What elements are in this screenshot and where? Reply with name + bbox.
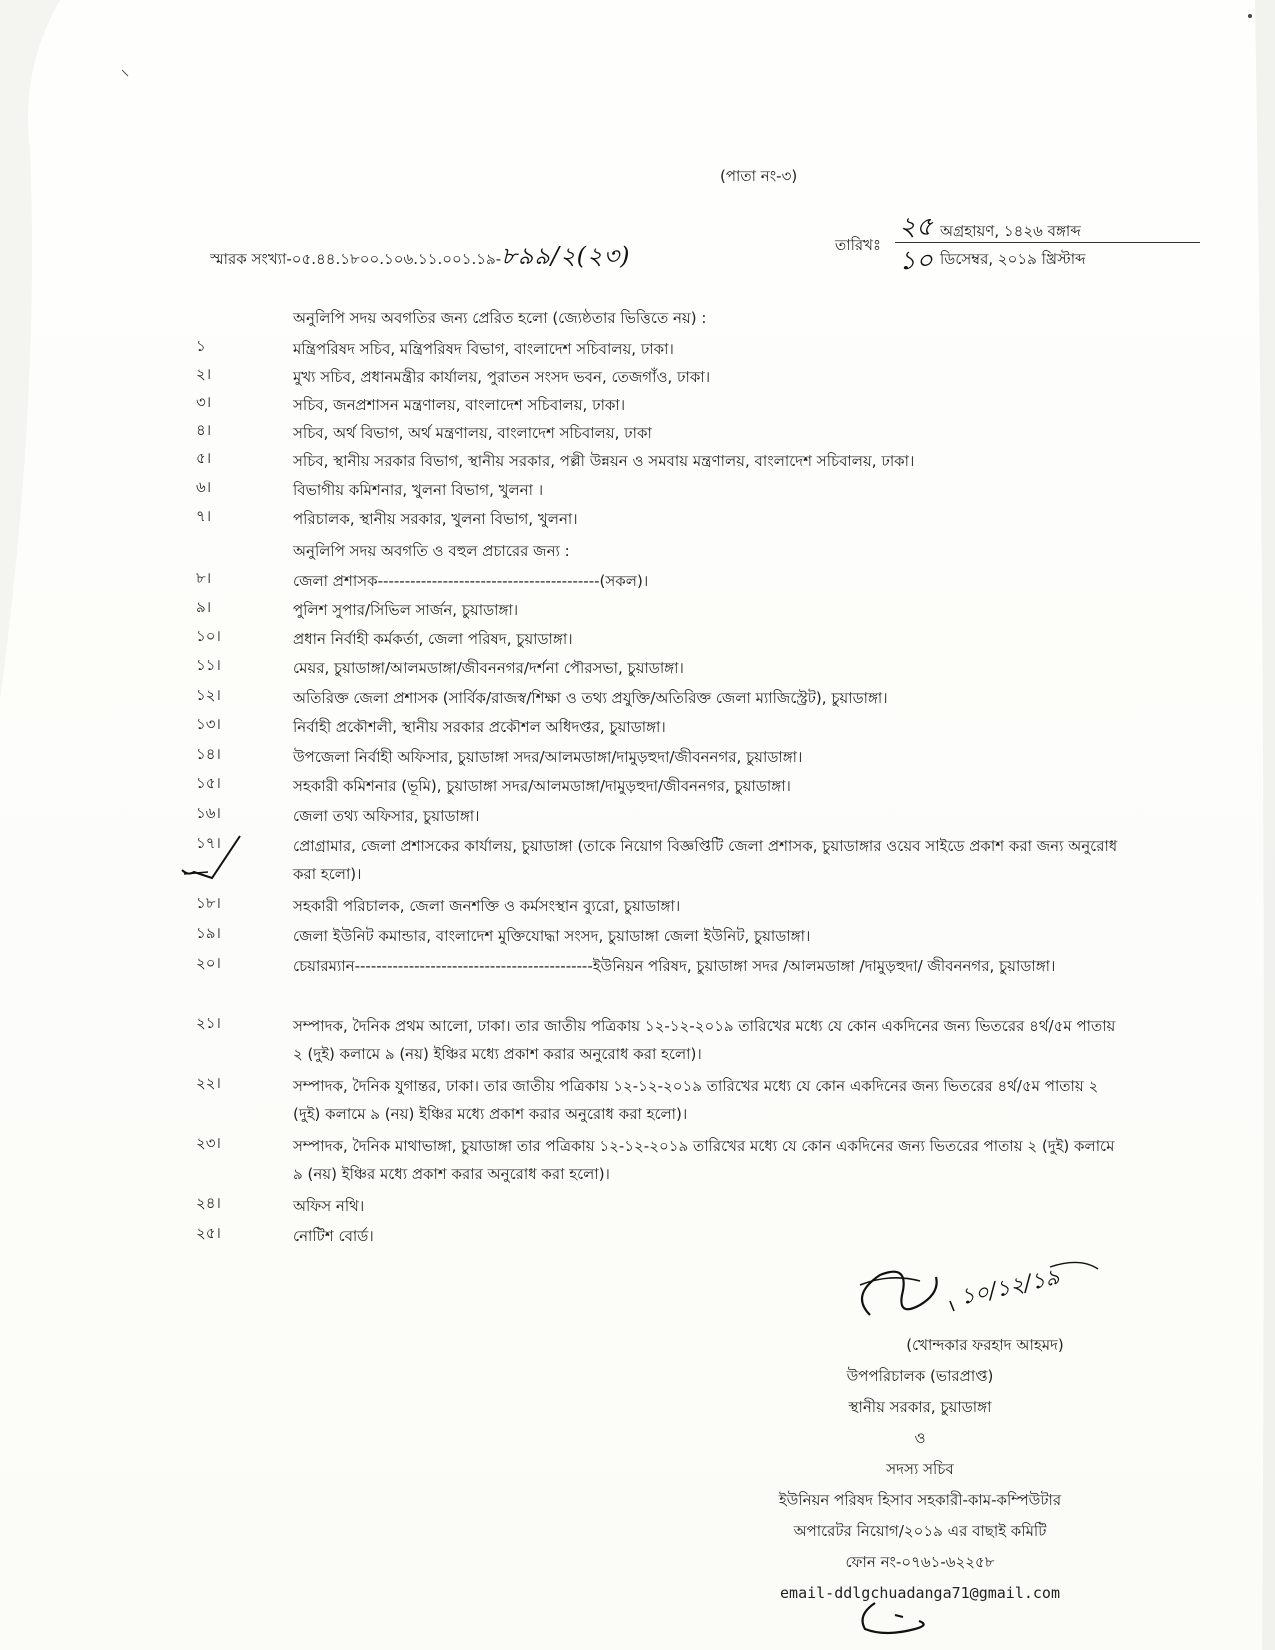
item-text: পুলিশ সুপার/সিভিল সার্জন, চুয়াডাঙ্গা। — [293, 601, 519, 619]
item-number: ৮। — [196, 569, 212, 587]
item-text: প্রোগ্রামার, জেলা প্রশাসকের কার্যালয়, চুয়াডাঙ্গা (তাকে নিয়োগ বিজ্ঞপ্তিটি জেলা প্রশাসক, চুয়াডাঙ্গার ওয়েব সাইডে প্রকাশ করা জন্য অনুরোধ করা হলো)। — [293, 837, 1118, 883]
item-text: পরিচালক, স্থানীয় সরকার, খুলনা বিভাগ, খুলনা। — [293, 510, 578, 528]
conjunction: ও — [914, 1429, 926, 1447]
item-text: জেলা ইউনিট কমান্ডার, বাংলাদেশ মুক্তিযোদ্ধা সংসদ, চুয়াডাঙ্গা জেলা ইউনিট, চুয়াডাঙ্গা। — [293, 927, 811, 945]
item-text: মুখ্য সচিব, প্রধানমন্ত্রীর কার্যালয়, পুরাতন সংসদ ভবন, তেজগাঁও, ঢাকা। — [293, 368, 711, 386]
section-two-title: অনুলিপি সদয় অবগতি ও বহুল প্রচারের জন্য : — [293, 542, 570, 560]
email-address: email-ddlgchuadanga71@gmail.com — [780, 1584, 1060, 1602]
item-text: জেলা প্রশাসক-----------------------------------------(সকল)। — [293, 572, 649, 590]
item-number: ২২। — [196, 1074, 221, 1092]
item-number: ৫। — [196, 449, 212, 467]
item-text: জেলা তথ্য অফিসার, চুয়াডাঙ্গা। — [293, 807, 480, 825]
item-text: সম্পাদক, দৈনিক মাথাভাঙ্গা, চুয়াডাঙ্গা তার পত্রিকায় ১২-১২-২০১৯ তারিখের মধ্যে যে কোন একদিনের জন্য ভিতরের পাতায় ২ (দুই) কলামে ৯ (নয়) ইঞ্চির মধ্যে প্রকাশ করার অনুরোধ করা হলো)। — [293, 1137, 1115, 1183]
date-label: তারিখঃ — [835, 236, 881, 254]
signatory-designation: উপপরিচালক (ভারপ্রাপ্ত) — [846, 1367, 994, 1385]
item-text: সহকারী পরিচালক, জেলা জনশক্তি ও কর্মসংস্থান ব্যুরো, চুয়াডাঙ্গা। — [293, 897, 681, 915]
item-number: ১০। — [196, 627, 221, 645]
page-number: (পাতা নং-৩) — [720, 167, 798, 185]
signatory-role: সদস্য সচিব — [886, 1460, 954, 1478]
item-number: ২০। — [196, 954, 221, 972]
committee-line-2: অপারেটর নিয়োগ/২০১৯ এর বাছাই কমিটি — [793, 1522, 1047, 1540]
memo-number — [210, 238, 631, 278]
item-text: সম্পাদক, দৈনিক যুগান্তর, ঢাকা। তার জাতীয় পত্রিকায় ১২-১২-২০১৯ তারিখের মধ্যে যে কোন একদিনের জন্য ভিতরের ৪র্থ/৫ম পাতায় ২ (দুই) কলামে ৯ (নয়) ইঞ্চির মধ্যে প্রকাশ করার অনুরোধ করা হলো)। — [293, 1077, 1099, 1123]
item-number: ১৩। — [196, 715, 221, 733]
committee-line-1: ইউনিয়ন পরিষদ হিসাব সহকারী-কাম-কম্পিউটার — [778, 1491, 1062, 1509]
initials-icon — [855, 1595, 965, 1640]
item-number: ২১। — [196, 1014, 221, 1032]
item-text: বিভাগীয় কমিশনার, খুলনা বিভাগ, খুলনা । — [293, 481, 544, 499]
signoff-block — [700, 1330, 1140, 1609]
date-english: ডিসেম্বর, ২০১৯ খ্রিস্টাব্দ — [940, 250, 1086, 268]
item-number: ১৯। — [196, 924, 221, 942]
date-bangla: অগ্রহায়ণ, ১৪২৬ বঙ্গাব্দ — [940, 222, 1081, 240]
signatory-name: (খোন্দকার ফরহাদ আহমদ) — [906, 1336, 1064, 1354]
memo-label: স্মারক সংখ্যা-০৫.৪৪.১৮০০.১০৬.১১.০০১.১৯- — [210, 250, 502, 268]
item-number: ১ — [196, 337, 206, 355]
item-number: ১৮। — [196, 894, 221, 912]
item-number: ৪। — [196, 421, 212, 439]
date-bangla-day-handwritten: ২৫ — [899, 212, 933, 242]
item-text: সচিব, অর্থ বিভাগ, অর্থ মন্ত্রণালয়, বাংলাদেশ সচিবালয়, ঢাকা — [293, 424, 652, 442]
item-text: চেয়ারম্যান--------------------------------------------ইউনিয়ন পরিষদ, চুয়াডাঙ্গা সদর /আলমডাঙ্গা /দামুড়হুদা/ জীবননগর, চুয়াডাঙ্গা। — [293, 957, 1056, 975]
item-number: ১১। — [196, 656, 221, 674]
item-number: ১৪। — [196, 745, 221, 763]
item-text: সচিব, স্থানীয় সরকার বিভাগ, স্থানীয় সরকার, পল্লী উন্নয়ন ও সমবায় মন্ত্রণালয়, বাংলাদেশ সচিবালয়, ঢাকা। — [293, 452, 915, 470]
item-text: সম্পাদক, দৈনিক প্রথম আলো, ঢাকা। তার জাতীয় পত্রিকায় ১২-১২-২০১৯ তারিখের মধ্যে যে কোন একদিনের জন্য ভিতরের ৪র্থ/৫ম পাতায় ২ (দুই) কলামে ৯ (নয়) ইঞ্চির মধ্যে প্রকাশ করার অনুরোধ করা হলো)। — [293, 1017, 1116, 1063]
checkmark-icon — [178, 828, 248, 888]
item-number: ২৩। — [196, 1134, 221, 1152]
date-divider — [895, 242, 1200, 243]
item-number: ১৬। — [196, 804, 221, 822]
item-text: মেয়র, চুয়াডাঙ্গা/আলমডাঙ্গা/জীবননগর/দর্শনা পৌরসভা, চুয়াডাঙ্গা। — [293, 659, 684, 677]
item-number: ২৪। — [196, 1194, 221, 1212]
signature-date-handwritten: ১০/১২/১৯ — [958, 1264, 1062, 1311]
item-number: ২৫। — [196, 1224, 221, 1242]
date-english-day-handwritten: ১০ — [899, 246, 933, 276]
signatory-office: স্থানীয় সরকার, চুয়াডাঙ্গা — [848, 1398, 992, 1416]
item-text: অফিস নথি। — [293, 1197, 365, 1215]
item-number: ৬। — [196, 478, 212, 496]
item-number: ১৫। — [196, 774, 221, 792]
item-text: উপজেলা নির্বাহী অফিসার, চুয়াডাঙ্গা সদর/আলমডাঙ্গা/দামুড়হুদা/জীবননগর, চুয়াডাঙ্গা। — [293, 748, 803, 766]
section-one-title: অনুলিপি সদয় অবগতির জন্য প্রেরিত হলো (জ্যেষ্ঠতার ভিত্তিতে নয়) : — [293, 309, 707, 327]
item-number: ২। — [196, 365, 212, 383]
item-number: ১৭। — [196, 834, 221, 852]
item-text: নোটিশ বোর্ড। — [293, 1227, 374, 1245]
item-number: ৯। — [196, 598, 212, 616]
phone-number: ফোন নং-০৭৬১-৬২২৫৮ — [845, 1553, 995, 1571]
item-text: মন্ত্রিপরিষদ সচিব, মন্ত্রিপরিষদ বিভাগ, বাংলাদেশ সচিবালয়, ঢাকা। — [293, 340, 674, 358]
item-number: ১২। — [196, 686, 221, 704]
item-text: সহকারী কমিশনার (ভূমি), চুয়াডাঙ্গা সদর/আলমডাঙ্গা/দামুড়হুদা/জীবননগর, চুয়াডাঙ্গা। — [293, 777, 791, 795]
item-number: ৩। — [196, 393, 212, 411]
memo-handwritten-number: ৮৯৯/২(২৩) — [501, 242, 631, 270]
item-text: নির্বাহী প্রকৌশলী, স্থানীয় সরকার প্রকৌশল অধিদপ্তর, চুয়াডাঙ্গা। — [293, 718, 666, 736]
item-text: অতিরিক্ত জেলা প্রশাসক (সার্বিক/রাজস্ব/শিক্ষা ও তথ্য প্রযুক্তি/অতিরিক্ত জেলা ম্যাজিস্ট্রেট), চুয়াডাঙ্গা। — [293, 689, 888, 707]
item-number: ৭। — [196, 507, 212, 525]
item-text: প্রধান নির্বাহী কর্মকর্তা, জেলা পরিষদ, চুয়াডাঙ্গা। — [293, 630, 573, 648]
item-text: সচিব, জনপ্রশাসন মন্ত্রণালয়, বাংলাদেশ সচিবালয়, ঢাকা। — [293, 396, 626, 414]
